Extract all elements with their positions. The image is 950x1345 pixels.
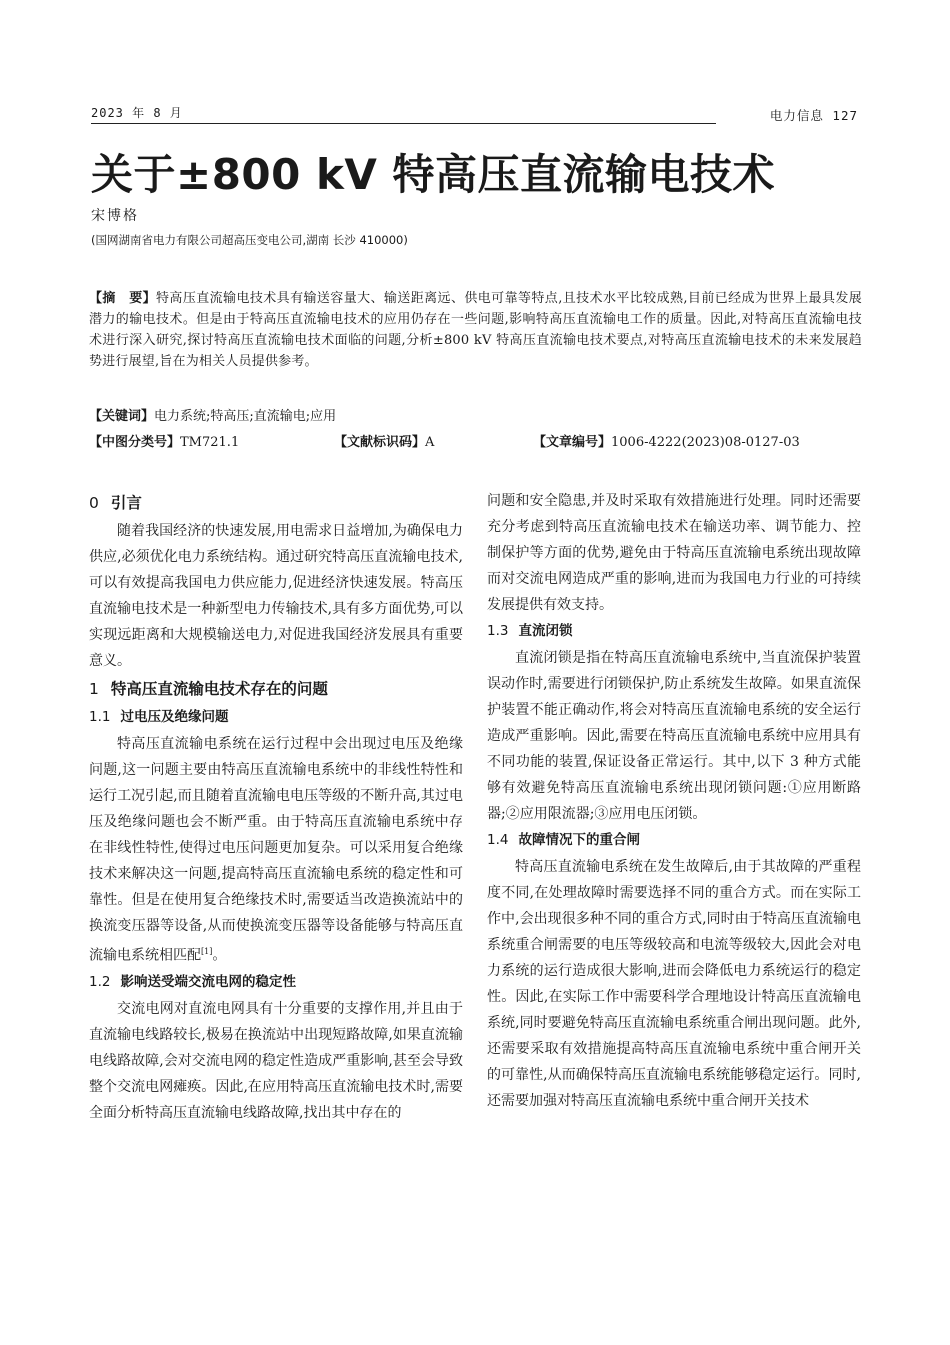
article-number-label: 【文章编号】 (533, 435, 612, 450)
article-number (533, 431, 800, 450)
subsection-heading: 1.4 故障情况下的重合闸 (487, 832, 640, 848)
subsection-heading: 1.1 过电压及绝缘问题 (89, 709, 229, 725)
paragraph-continued: 问题和安全隐患,并及时采取有效措施进行处理。同时还需要充分考虑到特高压直流输电技术在输送功率、调节能力、控制保护等方面的优势,避免由于特高压直流输电系统出现故障而对交流电网造成严重的影响,进而为我国电力行业的可持续发展提供有效支持。 (487, 493, 861, 613)
author: 宋博格 (91, 208, 139, 224)
header-journal-page: 电力信息 127 (769, 108, 858, 123)
subsection-heading: 1.2 影响送受端交流电网的稳定性 (89, 973, 296, 990)
abstract (89, 288, 862, 372)
keywords-text: 电力系统;特高压;直流输电;应用 (154, 409, 337, 424)
article-number-value: 1006-4222(2023)08-0127-03 (611, 435, 800, 450)
keywords (89, 405, 336, 424)
header-date: 2023 年 8 月 (91, 106, 183, 120)
citation-ref[interactable]: [1] (201, 947, 213, 956)
classification-label: 【中图分类号】 (89, 435, 181, 450)
paragraph-split: 交流电网对直流电网具有十分重要的支撑作用,并且由于直流输电线路较长,极易在换流站中出现短路故障,如果直流输电线路故障,会对交流电网的稳定性造成严重影响,甚至会导致整个交流电网瘫痪。因此,在应用特高压直流输电技术时,需要全面分析特高压直流输电线路故障,找出其中存在的 (89, 1000, 463, 1121)
subsection-heading: 1.3 直流闭锁 (487, 623, 573, 639)
paper-title: 关于±800 kV 特高压直流输电技术 (91, 150, 776, 199)
body-column-right (487, 488, 861, 1114)
paragraph: 直流闭锁是指在特高压直流输电系统中,当直流保护装置误动作时,需要进行闭锁保护,防止系统发生故障。如果直流保护装置不能正确动作,将会对特高压直流输电系统的安全运行造成严重影响。因此,需要在特高压直流输电系统中应用具有不同功能的装置,保证设备正常运行。其中,以下 3 种方式能够有效避免特高压直流输电系统出现闭锁问题:①应用断路器;②应用限流器;③应用电压闭锁。 (487, 650, 861, 822)
doc-code-value: A (425, 435, 435, 450)
paragraph: 随着我国经济的快速发展,用电需求日益增加,为确保电力供应,必须优化电力系统结构。通过研究特高压直流输电技术,可以有效提高我国电力供应能力,促进经济快速发展。特高压直流输电技术是一种新型电力传输技术,具有多方面优势,可以实现远距离和大规模输送电力,对促进我国经济发展具有重要意义。 (89, 523, 463, 669)
section-heading: 1 特高压直流输电技术存在的问题 (89, 680, 328, 698)
paragraph: 特高压直流输电系统在运行过程中会出现过电压及绝缘问题,这一问题主要由特高压直流输电系统中的非线性特性和运行工况引起,而且随着直流输电电压等级的不断升高,其过电压及绝缘问题也会不断严重。由于特高压直流输电系统中存在非线性特性,使得过电压问题更加复杂。可以采用复合绝缘技术来解决这一问题,提高特高压直流输电系统的稳定性和可靠性。但是在使用复合绝缘技术时,需要适当改造换流站中的换流变压器等设备,从而使换流变压器等设备能够与特高压直流输电系统相匹配[1]。 (89, 736, 463, 964)
keywords-label: 【关键词】 (89, 409, 155, 424)
doc-code (334, 431, 434, 450)
paragraph: 特高压直流输电系统在发生故障后,由于其故障的严重程度不同,在处理故障时需要选择不同的重合方式。而在实际工作中,会出现很多种不同的重合方式,同时由于特高压直流输电系统重合闸需要的电压等级较高和电流等级较大,因此会对电力系统的运行造成很大影响,进而会降低电力系统运行的稳定性。因此,在实际工作中需要科学合理地设计特高压直流输电系统,同时要避免特高压直流输电系统重合闸出现问题。此外,还需要采取有效措施提高特高压直流输电系统中重合闸开关的可靠性,从而确保特高压直流输电系统能够稳定运行。同时,还需要加强对特高压直流输电系统中重合闸开关技术 (487, 859, 861, 1109)
section-heading: 0 引言 (89, 494, 142, 512)
doc-code-label: 【文献标识码】 (334, 435, 426, 450)
abstract-label: 【摘 要】 (89, 291, 157, 306)
affiliation: (国网湖南省电力有限公司超高压变电公司,湖南 长沙 410000) (91, 233, 408, 247)
body-column-left (89, 488, 463, 1126)
abstract-text: 特高压直流输电技术具有输送容量大、输送距离远、供电可靠等特点,且技术水平比较成熟,目前已经成为世界上最具发展潜力的输电技术。但是由于特高压直流输电技术的应用仍存在一些问题,影响特高压直流输电工作的质量。因此,对特高压直流输电技术进行深入研究,探讨特高压直流输电技术面临的问题,分析±800 kV 特高压直流输电技术要点,对特高压直流输电技术的未来发展趋势进行展望,旨在为相关人员提供参考。 (89, 291, 862, 369)
classification (89, 431, 239, 450)
header-rule (91, 123, 716, 124)
classification-value: TM721.1 (180, 435, 240, 450)
